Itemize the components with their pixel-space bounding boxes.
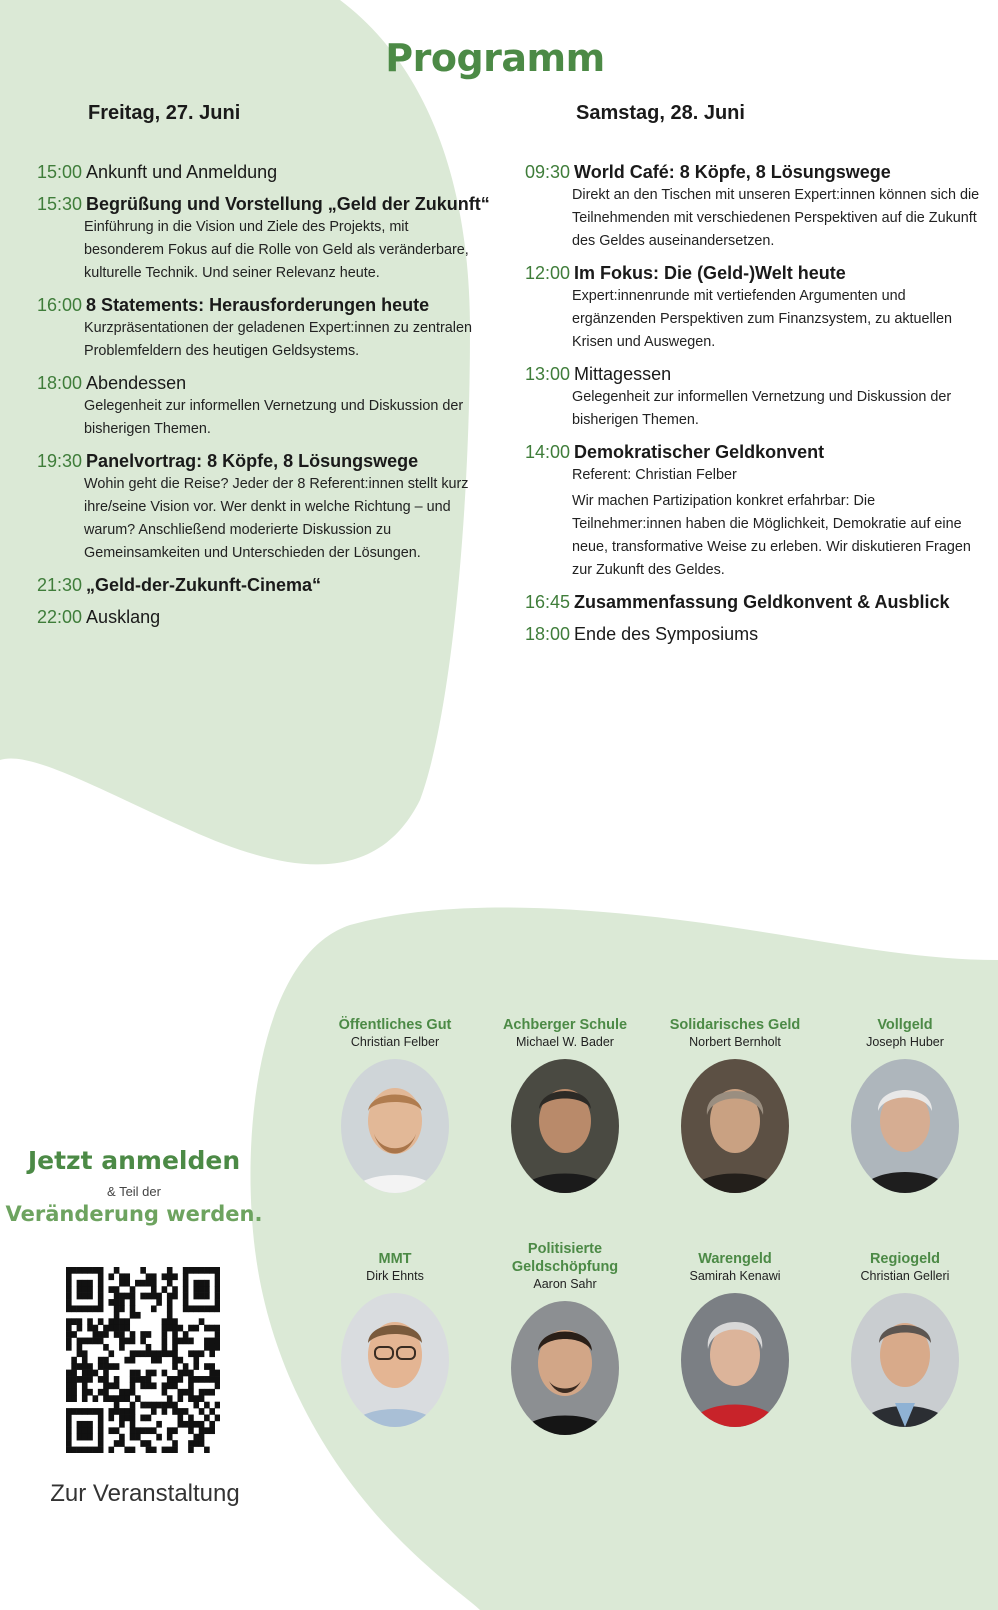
schedule-friday: [37, 160, 492, 637]
schedule-item: [37, 293, 492, 363]
schedule-item: [525, 440, 985, 582]
schedule-item: [37, 449, 492, 565]
schedule-title: 8 Statements: Herausforderungen heute: [86, 295, 430, 315]
schedule-item: [37, 192, 492, 285]
schedule-time: 16:45: [525, 592, 571, 612]
cta-tagline: Veränderung werden.: [5, 1202, 263, 1226]
speaker-category: MMT: [378, 1251, 412, 1267]
schedule-item: [37, 573, 492, 597]
schedule-time: 21:30: [37, 575, 83, 595]
schedule-title: Mittagessen: [574, 364, 672, 384]
schedule-title: Ankunft und Anmeldung: [86, 162, 278, 182]
schedule-description-paragraph: Direkt an den Tischen mit unseren Expert:innen können sich die Teilnehmenden mit verschiedenen Perspektiven auf die Zukunft des Geldes auseinandersetzen.: [572, 187, 980, 249]
schedule-description: [84, 473, 492, 565]
schedule-time: 14:00: [525, 442, 571, 462]
speaker-name: Samirah Kenawi: [689, 1269, 781, 1283]
schedule-time: 22:00: [37, 607, 83, 627]
schedule-title: Ausklang: [86, 607, 161, 627]
day-heading-saturday: Samstag, 28. Juni: [576, 102, 745, 124]
speaker-name: Dirk Ehnts: [366, 1269, 424, 1283]
schedule-time: 15:30: [37, 194, 83, 214]
speaker-category: Öffentliches Gut: [338, 1017, 452, 1033]
schedule-item: [525, 160, 985, 253]
schedule-time: 15:00: [37, 162, 83, 182]
qr-code-graphic: [66, 1267, 220, 1453]
schedule-title: Abendessen: [86, 373, 187, 393]
speaker-name: Michael W. Bader: [516, 1035, 614, 1049]
schedule-item-header: [525, 160, 985, 184]
schedule-item-header: [37, 449, 492, 473]
schedule-item: [37, 160, 492, 184]
speaker-category: Regiogeld: [869, 1251, 941, 1267]
schedule-description-paragraph: Gelegenheit zur informellen Vernetzung und Diskussion der bisherigen Themen.: [84, 398, 464, 437]
speaker-card: [820, 1250, 990, 1427]
schedule-item-header: [37, 293, 492, 317]
speaker-card: [480, 1016, 650, 1193]
schedule-time: 18:00: [525, 624, 571, 644]
schedule-item: [37, 371, 492, 441]
schedule-item-header: [525, 261, 985, 285]
schedule-title: Zusammenfassung Geldkonvent & Ausblick: [574, 592, 950, 612]
schedule-item: [525, 261, 985, 354]
schedule-description-paragraph: Kurzpräsentationen der geladenen Expert:innen zu zentralen Problemfeldern des heutigen Geldsystems.: [84, 320, 473, 359]
schedule-description-paragraph: Referent: Christian Felber: [572, 467, 737, 483]
schedule-item: [525, 622, 985, 646]
speaker-name: Joseph Huber: [866, 1035, 944, 1049]
schedule-description-paragraph: Wir machen Partizipation konkret erfahrbar: Die Teilnehmer:innen haben die Möglichkeit, Demokratie auf eine neue, transformative Weise zu erleben. Wir diskutieren Fragen zur Zukunft des Geldes.: [572, 493, 971, 578]
speaker-card: [820, 1016, 990, 1193]
schedule-item-header: [525, 590, 985, 614]
schedule-description: [572, 285, 985, 354]
schedule-time: 18:00: [37, 373, 83, 393]
schedule-item-header: [525, 440, 985, 464]
speaker-category: Vollgeld: [877, 1017, 933, 1033]
qr-label[interactable]: Zur Veranstaltung: [50, 1480, 240, 1507]
schedule-saturday: [525, 160, 985, 654]
speaker-category: Solidarisches Geld: [669, 1017, 801, 1033]
schedule-title: Panelvortrag: 8 Köpfe, 8 Lösungswege: [86, 451, 419, 471]
schedule-item-header: [525, 622, 985, 646]
speaker-name: Norbert Bernholt: [689, 1035, 781, 1049]
schedule-title: Demokratischer Geldkonvent: [574, 442, 825, 462]
qr-code[interactable]: [66, 1267, 220, 1453]
speaker-category: Achberger Schule: [502, 1017, 628, 1033]
schedule-description: [572, 464, 985, 582]
speaker-card: [650, 1250, 820, 1427]
day-heading-friday: Freitag, 27. Juni: [88, 102, 241, 124]
speaker-portrait: [851, 1059, 959, 1193]
schedule-time: 12:00: [525, 263, 571, 283]
schedule-time: 09:30: [525, 162, 571, 182]
speaker-portrait: [511, 1301, 619, 1435]
speaker-portrait: [511, 1059, 619, 1193]
schedule-item-header: [37, 573, 492, 597]
speaker-card: [310, 1016, 480, 1193]
schedule-item-header: [37, 605, 492, 629]
schedule-time: 19:30: [37, 451, 83, 471]
speaker-portrait: [341, 1293, 449, 1427]
speaker-card: [310, 1250, 480, 1427]
schedule-item: [525, 362, 985, 432]
schedule-time: 13:00: [525, 364, 571, 384]
schedule-description: [84, 395, 492, 441]
speaker-name: Aaron Sahr: [533, 1277, 597, 1291]
schedule-description-paragraph: Expert:innenrunde mit vertiefenden Argumenten und ergänzenden Perspektiven zum Finanzsystem, zu aktuellen Krisen und Auswegen.: [572, 288, 952, 350]
schedule-item-header: [37, 371, 492, 395]
schedule-item: [37, 605, 492, 629]
speaker-portrait: [851, 1293, 959, 1427]
page-title: Programm: [385, 36, 605, 80]
speaker-category: Politisierte Geldschöpfung: [511, 1241, 619, 1275]
schedule-title: Ende des Symposiums: [574, 624, 759, 644]
schedule-description-paragraph: Wohin geht die Reise? Jeder der 8 Referent:innen stellt kurz ihre/seine Vision vor. Wer denkt in welche Richtung – und warum? Anschließend moderierte Diskussion zu Gemeinsamkeiten und Unterschieden der Lösungen.: [84, 476, 469, 561]
schedule-item: [525, 590, 985, 614]
schedule-title: World Café: 8 Köpfe, 8 Lösungswege: [574, 162, 891, 182]
schedule-time: 16:00: [37, 295, 83, 315]
speaker-portrait: [681, 1059, 789, 1193]
cta-title: Jetzt anmelden: [27, 1146, 241, 1175]
speaker-name: Christian Gelleri: [860, 1269, 950, 1283]
schedule-description: [572, 184, 985, 253]
schedule-item-header: [525, 362, 985, 386]
speaker-card: [480, 1240, 650, 1435]
schedule-title: Im Fokus: Die (Geld-)Welt heute: [574, 263, 846, 283]
schedule-description: [84, 216, 492, 285]
schedule-title: Begrüßung und Vorstellung „Geld der Zukunft“: [86, 194, 490, 214]
speaker-portrait: [341, 1059, 449, 1193]
cta-subtitle: & Teil der: [107, 1184, 161, 1199]
schedule-description: [84, 317, 492, 363]
schedule-description: [572, 386, 985, 432]
schedule-title: „Geld-der-Zukunft-Cinema“: [86, 575, 322, 595]
schedule-item-header: [37, 192, 492, 216]
schedule-description-paragraph: Gelegenheit zur informellen Vernetzung und Diskussion der bisherigen Themen.: [572, 389, 952, 428]
speaker-portrait: [681, 1293, 789, 1427]
speaker-category: Warengeld: [698, 1251, 772, 1267]
speaker-name: Christian Felber: [350, 1035, 440, 1049]
schedule-item-header: [37, 160, 492, 184]
schedule-description-paragraph: Einführung in die Vision und Ziele des Projekts, mit besonderem Fokus auf die Rolle von Geld als veränderbare, kulturelle Technik. Und seiner Relevanz heute.: [84, 219, 469, 281]
speaker-card: [650, 1016, 820, 1193]
